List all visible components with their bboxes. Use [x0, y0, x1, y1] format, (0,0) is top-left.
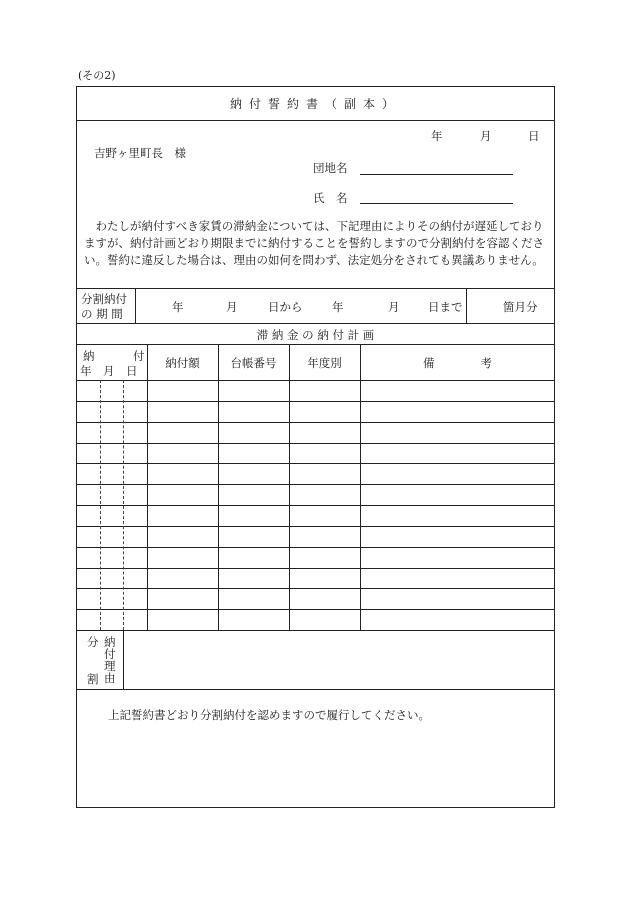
date-header-ymd: 年 月 日	[80, 364, 138, 378]
column-header-ledger-no: 台帳番号	[230, 356, 277, 370]
period-label-line2: の 期 間	[81, 307, 123, 321]
col-divider-3	[289, 344, 290, 630]
approval-top-border	[76, 689, 555, 690]
reason-label-char-1: 納	[104, 635, 116, 649]
complex-name-label: 団地名	[313, 161, 348, 175]
period-to-day: 日まで	[428, 300, 463, 314]
period-to-month: 月	[388, 300, 400, 314]
col-divider-1	[147, 344, 148, 630]
date-day-label: 日	[528, 129, 540, 143]
pledge-text: わたしが納付すべき家賃の滞納金については、下記理由によりその納付が遅延しておりますが、納付計画どおり期限までに納付することを誓約しますので分割納付を容認ください。誓約に違反した場合は、理由の如何を問わず、法定処分をされても異議ありません。	[84, 219, 544, 267]
month-day-dotted-divider	[123, 380, 124, 630]
period-from-day: 日から	[268, 300, 303, 314]
plan-title: 滞 納 金 の 納 付 計 画	[256, 328, 375, 342]
form-title: 納付誓約書（副本）	[229, 97, 401, 111]
date-year-label: 年	[431, 129, 443, 143]
reason-label-split-2: 割	[87, 672, 99, 686]
plan-top-border	[76, 323, 555, 324]
column-header-remarks: 備 考	[423, 356, 492, 370]
title-divider	[76, 120, 555, 121]
reason-field[interactable]	[124, 631, 554, 689]
period-months-divider	[466, 288, 467, 323]
column-header-amount: 納付額	[165, 356, 200, 370]
period-label-divider	[135, 288, 136, 323]
period-from-year: 年	[172, 300, 184, 314]
period-months: 箇月分	[503, 300, 538, 314]
col-divider-4	[360, 344, 361, 630]
reason-label-char-4: 由	[104, 671, 116, 685]
column-header-fiscal-year: 年度別	[307, 356, 342, 370]
reason-label-char-3: 理	[104, 659, 116, 673]
date-header-right: 付	[133, 349, 145, 363]
form-number-note: (その2)	[78, 69, 116, 82]
applicant-name-field[interactable]	[360, 203, 513, 204]
reason-label-split-1: 分	[87, 635, 99, 649]
approval-text: 上記誓約書どおり分割納付を認めますので履行してください。	[108, 708, 430, 722]
col-divider-2	[218, 344, 219, 630]
period-top-border	[76, 288, 555, 289]
reason-label-char-2: 付	[104, 647, 116, 661]
date-month-label: 月	[480, 129, 492, 143]
period-label-line1: 分割納付	[81, 292, 127, 306]
period-from-month: 月	[226, 300, 238, 314]
complex-name-field[interactable]	[360, 174, 513, 175]
year-month-dotted-divider	[100, 380, 101, 630]
date-header-left: 納	[83, 349, 95, 363]
addressee: 吉野ヶ里町長 様	[94, 146, 186, 160]
period-to-year: 年	[332, 300, 344, 314]
applicant-name-label: 氏 名	[313, 191, 348, 205]
